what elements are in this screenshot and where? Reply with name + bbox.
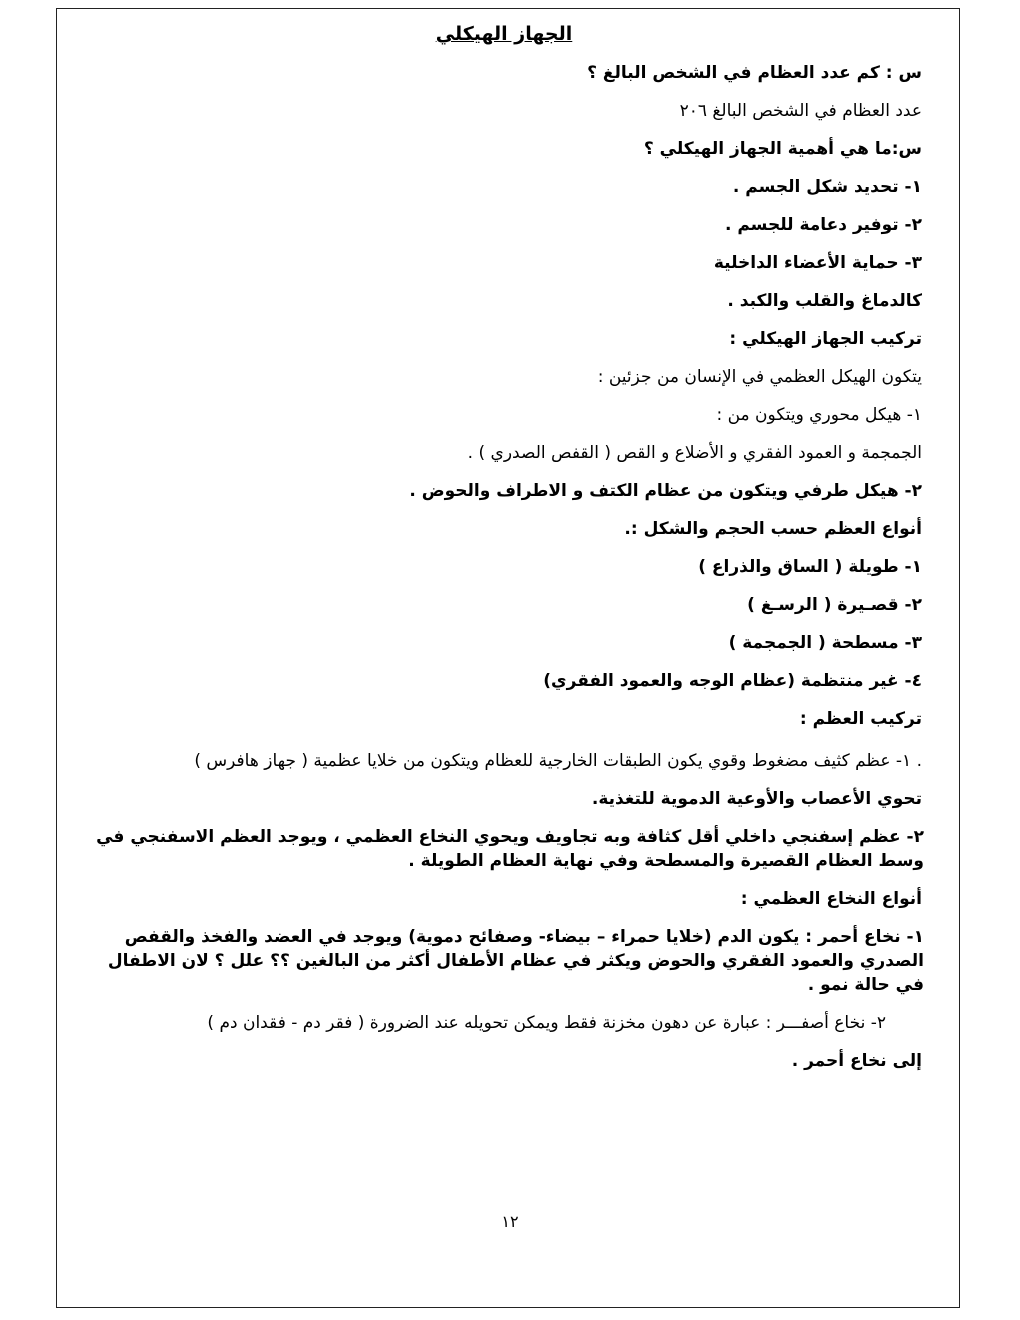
importance-item: كالدماغ والقلب والكبد . — [727, 291, 922, 311]
axial-skeleton-heading: ١- هيكل محوري ويتكون من : — [716, 405, 922, 425]
appendicular-skeleton: ٢- هيكل طرفي ويتكون من عظام الكتف و الاطراف والحوض . — [409, 481, 922, 501]
page-title: الجهاز الهيكلي — [435, 23, 573, 45]
compact-bone-line: . ١- عظم كثيف مضغوط وقوي يكون الطبقات الخارجية للعظام ويتكون من خلايا عظمية ( جهاز هافرس ) — [194, 751, 922, 771]
axial-skeleton-detail: الجمجمة و العمود الفقري و الأضلاع و القص ( القفص الصدري ) . — [467, 443, 922, 463]
bone-type-item: ٢- قصـيرة ( الرسـغ ) — [747, 595, 922, 615]
bone-type-item: ٤- غير منتظمة (عظام الوجه والعمود الفقري) — [543, 671, 922, 691]
section-heading-bone-types: أنواع العظم حسب الحجم والشكل :. — [624, 519, 922, 539]
section-heading-structure: تركيب الجهاز الهيكلي : — [729, 329, 922, 349]
section-heading-marrow: أنواع النخاع العظمي : — [740, 889, 922, 909]
bone-type-item: ١- طويلة ( الساق والذراع ) — [698, 557, 922, 577]
yellow-marrow-line-2: إلى نخاع أحمر . — [791, 1051, 922, 1071]
importance-item: ٣- حماية الأعضاء الداخلية — [713, 253, 922, 273]
section-heading-bone-structure: تركيب العظم : — [799, 709, 922, 729]
bone-type-item: ٣- مسطحة ( الجمجمة ) — [728, 633, 922, 653]
page-number: ١٢ — [501, 1212, 519, 1231]
document-body — [84, 14, 924, 1080]
yellow-marrow-line: ٢- نخاع أصفـــر : عبارة عن دهون مخزنة فقط ويمكن تحويله عند الضرورة ( فقر دم - فقدان دم ) — [207, 1013, 886, 1033]
question-skeleton-importance: س:ما هي أهمية الجهاز الهيكلي ؟ — [643, 139, 922, 159]
importance-item: ١- تحديد شكل الجسم . — [732, 177, 922, 197]
structure-intro: يتكون الهيكل العظمي في الإنسان من جزئين : — [597, 367, 922, 387]
importance-item: ٢- توفير دعامة للجسم . — [724, 215, 922, 235]
question-bone-count: س : كم عدد العظام في الشخص البالغ ؟ — [587, 63, 922, 83]
answer-bone-count: عدد العظام في الشخص البالغ ٢٠٦ — [679, 101, 922, 121]
red-marrow-paragraph: ١- نخاع أحمر : يكون الدم (خلايا حمراء – بيضاء- وصفائح دموية) ويوجد في العضد والفخذ والقفص الصدري والعمود الفقري والحوض ويكثر في عظام الأطفال أكثر من البالغين ؟؟ علل ؟ لان الاطفال في حالة نمو . — [107, 927, 924, 995]
spongy-bone-paragraph: ٢- عظم إسفنجي داخلي أقل كثافة وبه تجاويف ويحوي النخاع العظمي ، ويوجد العظم الاسفنجي في وسط العظام القصيرة والمسطحة وفي نهاية العظام الطويلة . — [96, 827, 924, 871]
compact-bone-line-2: تحوي الأعصاب والأوعية الدموية للتغذية. — [591, 789, 922, 809]
